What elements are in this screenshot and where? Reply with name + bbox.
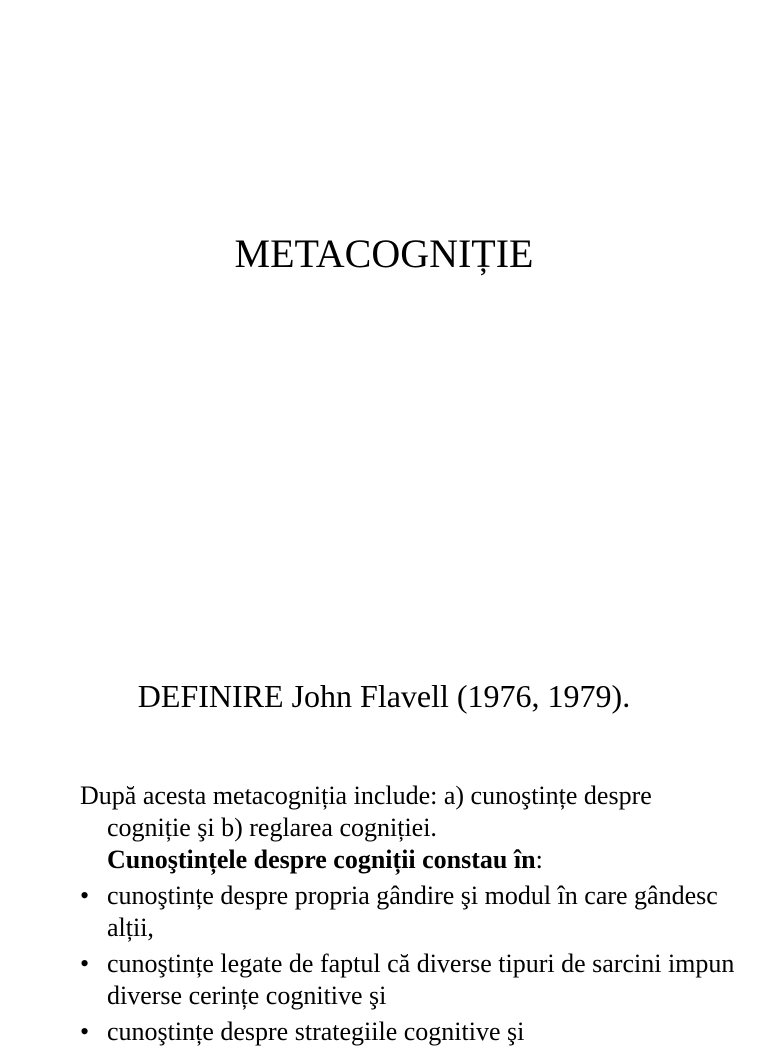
intro-text: După acesta metacogniția include: a) cunoştințe despre cogniție şi b) reglarea cogniției. — [80, 781, 652, 842]
bullet-icon: • — [80, 881, 90, 910]
list-item — [80, 948, 740, 1012]
list-item — [80, 880, 740, 944]
slide-definition — [0, 620, 768, 1046]
bullet-icon: • — [80, 949, 90, 978]
list-item — [80, 1016, 740, 1048]
intro-paragraph — [80, 780, 740, 876]
bullet-text: cunoştințe despre strategiile cognitive şi — [107, 1017, 525, 1046]
knowledge-bullet-list — [80, 880, 740, 1048]
bullet-text: cunoştințe legate de faptul că diverse tipuri de sarcini impun diverse cerințe cognitive şi — [107, 949, 735, 1010]
knowledge-subhead-colon: : — [535, 845, 543, 874]
definition-heading: DEFINIRE John Flavell (1976, 1979). — [137, 678, 631, 714]
definition-body — [80, 780, 740, 1052]
bullet-icon: • — [80, 1017, 90, 1046]
knowledge-subhead: Cunoştințele despre cogniții constau în — [107, 845, 536, 874]
slide-title-heading: METACOGNIȚIE — [234, 231, 534, 276]
bullet-text: cunoştințe despre propria gândire şi modul în care gândesc alții, — [107, 881, 718, 942]
